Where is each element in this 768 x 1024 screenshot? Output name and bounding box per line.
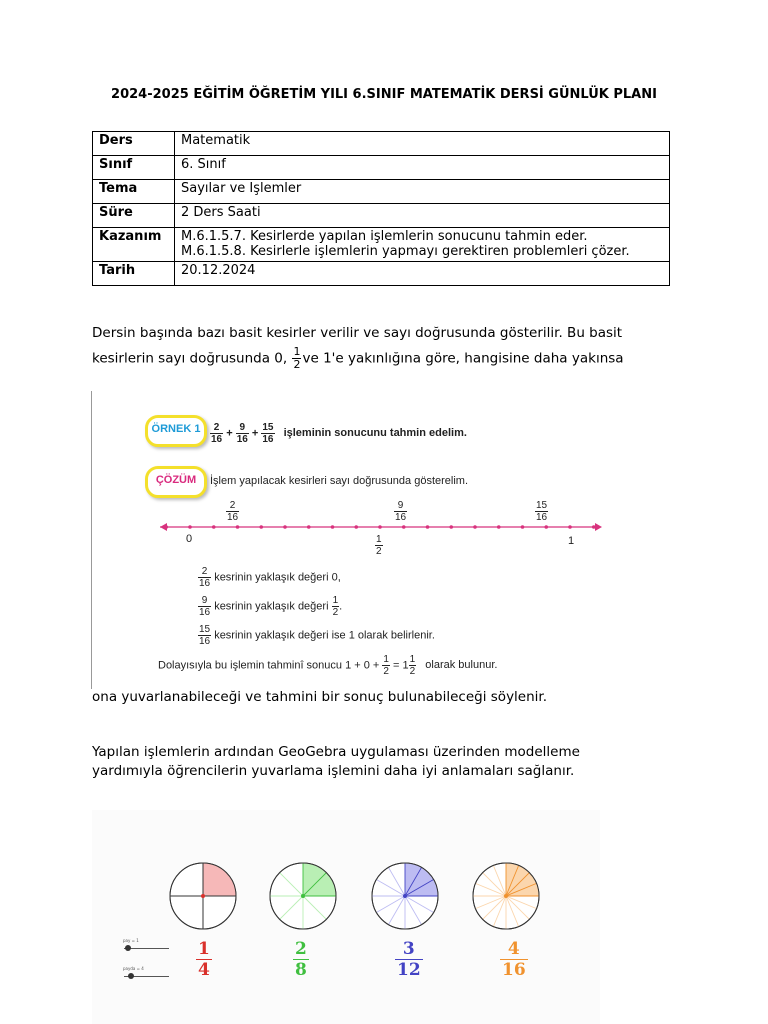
axis-zero-label: 0: [186, 533, 193, 545]
fraction-denominator: 16: [236, 434, 248, 445]
paragraph-line: [92, 346, 624, 371]
fraction-numerator: 9: [236, 422, 249, 434]
table-key: Tema: [93, 180, 175, 204]
plus-sign: +: [251, 427, 259, 440]
number-line-point: [212, 525, 216, 529]
fraction-denominator: 16: [262, 434, 274, 445]
fraction-numerator: 4: [500, 939, 528, 960]
fraction-numerator: 1: [376, 534, 382, 545]
fraction-numerator: 15: [536, 500, 548, 511]
fraction-numerator: 15: [199, 624, 211, 635]
period: .: [339, 600, 343, 613]
paragraph-text: kesirlerin sayı doğrusunda 0,: [92, 350, 288, 367]
table-key: Tarih: [93, 262, 175, 286]
cozum-label: ÇÖZÜM: [155, 474, 197, 486]
paragraph-line: Yapılan işlemlerin ardından GeoGebra uygulaması üzerinden modelleme: [92, 744, 580, 760]
fraction-numerator: 3: [395, 939, 423, 960]
number-line-point: [259, 525, 263, 529]
paragraph-text: ve 1'e yakınlığına göre, hangisine daha yakınsa: [302, 350, 624, 367]
table-key: Kazanım: [93, 228, 175, 262]
fraction-denominator: 16: [395, 512, 407, 523]
paragraph-line: ona yuvarlanabileceği ve tahmini bir sonuç bulunabileceği söylenir.: [92, 689, 548, 705]
fraction-denominator: 2: [332, 607, 339, 618]
ornek-label: ÖRNEK 1: [151, 423, 201, 435]
fraction-circle: [170, 863, 236, 929]
fraction-denominator: 16: [199, 607, 211, 618]
table-value: [175, 228, 670, 262]
estimate-text: kesrinin yaklaşık değeri: [214, 600, 329, 613]
fraction-denominator: 2: [293, 358, 301, 371]
example-figure: [91, 391, 632, 689]
table-row: [93, 204, 670, 228]
plan-table: [92, 131, 670, 286]
fraction-denominator: 16: [227, 512, 239, 523]
number-line-point: [544, 525, 548, 529]
number-line-arrow: [595, 523, 602, 531]
fraction-denominator: 2: [376, 546, 382, 557]
geo-fraction: [500, 939, 528, 980]
fraction-numerator: 2: [210, 422, 223, 434]
number-line-point: [236, 525, 240, 529]
number-line-point: [283, 525, 287, 529]
circle-center: [504, 894, 508, 898]
axis-half-label: [375, 534, 383, 557]
expr-fraction: [210, 422, 223, 445]
table-row: [93, 262, 670, 286]
fraction-numerator: 9: [198, 595, 211, 607]
fraction-denominator: 16: [536, 512, 548, 523]
number-line-point: [402, 525, 406, 529]
fraction-half: [292, 346, 301, 371]
table-value: Sayılar ve Işlemler: [175, 180, 670, 204]
table-value: 2 Ders Saati: [175, 204, 670, 228]
number-line-point: [354, 525, 358, 529]
estimate-line: [198, 595, 342, 618]
table-key: Süre: [93, 204, 175, 228]
number-line-point: [497, 525, 501, 529]
fraction-circle: [372, 863, 438, 929]
geo-fraction: [293, 939, 309, 980]
ornek-badge: [145, 415, 207, 447]
number-line-point: [426, 525, 430, 529]
number-line-point: [188, 525, 192, 529]
fraction-denominator: 16: [211, 434, 223, 445]
conclusion-equals: = 1: [393, 659, 409, 672]
table-key: Sınıf: [93, 156, 175, 180]
conclusion-text: Dolayısıyla bu işlemin tahminî sonucu 1 + 0 +: [158, 659, 380, 672]
estimate-text: kesrinin yaklaşık değeri ise 1 olarak belirlenir.: [214, 629, 435, 642]
fraction-numerator: 1: [293, 345, 301, 358]
table-value: 6. Sınıf: [175, 156, 670, 180]
fraction-numerator: 15: [262, 422, 274, 433]
kazanim-line: M.6.1.5.8. Kesirlerle işlemlerin yapmayı gerektiren problemleri çözer.: [181, 244, 630, 259]
kazanim-line: M.6.1.5.7. Kesirlerde yapılan işlemlerin sonucunu tahmin eder.: [181, 229, 588, 244]
circle-center: [201, 894, 205, 898]
number-line-point: [568, 525, 572, 529]
paragraph-line: Dersin başında bazı basit kesirler verilir ve sayı doğrusunda gösterilir. Bu basit: [92, 325, 623, 341]
table-row: [93, 228, 670, 262]
example-expression: [210, 422, 467, 445]
fraction-denominator: 2: [409, 666, 416, 677]
number-line-point: [521, 525, 525, 529]
fraction-numerator: 2: [198, 566, 211, 578]
circle-center: [403, 894, 407, 898]
slider-handle[interactable]: [128, 973, 134, 979]
geo-fraction: [196, 939, 212, 980]
estimate-line: [198, 566, 341, 589]
fraction-denominator: 16: [199, 578, 211, 589]
fraction-numerator: 9: [394, 500, 407, 512]
slider-label: payda = 4: [123, 966, 144, 971]
number-line-point: [473, 525, 477, 529]
fraction-denominator: 16: [502, 960, 526, 980]
plus-sign: +: [226, 427, 233, 440]
fraction-denominator: 12: [397, 960, 421, 980]
fraction-circle: [473, 863, 539, 929]
table-row: [93, 132, 670, 156]
cozum-badge: [145, 466, 207, 498]
fraction-numerator: 1: [383, 654, 389, 665]
expr-fraction: [261, 422, 274, 445]
task-text: işleminin sonucunu tahmin edelim.: [283, 427, 467, 440]
fraction-numerator: 1: [409, 654, 416, 665]
number-line-point: [449, 525, 453, 529]
table-value: 20.12.2024: [175, 262, 670, 286]
number-line-point: [307, 525, 311, 529]
slider-handle[interactable]: [125, 945, 131, 951]
number-line-point: [331, 525, 335, 529]
solution-text: İşlem yapılacak kesirleri sayı doğrusunda gösterelim.: [210, 475, 469, 487]
table-row: [93, 180, 670, 204]
circle-center: [301, 894, 305, 898]
fraction-denominator: 2: [383, 666, 389, 677]
fraction-numerator: 1: [332, 595, 339, 606]
slider-label: pay = 1: [123, 938, 139, 943]
expr-fraction: [236, 422, 249, 445]
page-title: 2024-2025 EĞİTİM ÖĞRETİM YILI 6.SINIF MATEMATİK DERSİ GÜNLÜK PLANI: [111, 87, 657, 102]
fraction-numerator: 2: [226, 500, 239, 512]
number-line-point: [592, 525, 596, 529]
geo-fraction: [395, 939, 423, 980]
fraction-numerator: 1: [198, 939, 210, 959]
paragraph-line: yardımıyla öğrencilerin yuvarlama işlemini daha iyi anlamaları sağlanır.: [92, 763, 575, 779]
conclusion-line: [158, 654, 497, 677]
fraction-numerator: 2: [295, 939, 307, 959]
fraction-denominator: 4: [198, 960, 210, 980]
fraction-circles: [92, 810, 600, 930]
fraction-denominator: 8: [295, 960, 307, 980]
geogebra-figure: [92, 810, 600, 1024]
table-value: Matematik: [175, 132, 670, 156]
conclusion-after: olarak bulunur.: [425, 659, 498, 672]
fraction-denominator: 16: [199, 636, 211, 647]
number-line-point: [378, 525, 382, 529]
table-key: Ders: [93, 132, 175, 156]
axis-one-label: 1: [568, 535, 575, 547]
number-line-point: [164, 525, 168, 529]
estimate-text: kesrinin yaklaşık değeri 0,: [214, 571, 341, 584]
fraction-circle: [270, 863, 336, 929]
estimate-line: [198, 624, 435, 647]
table-row: [93, 156, 670, 180]
